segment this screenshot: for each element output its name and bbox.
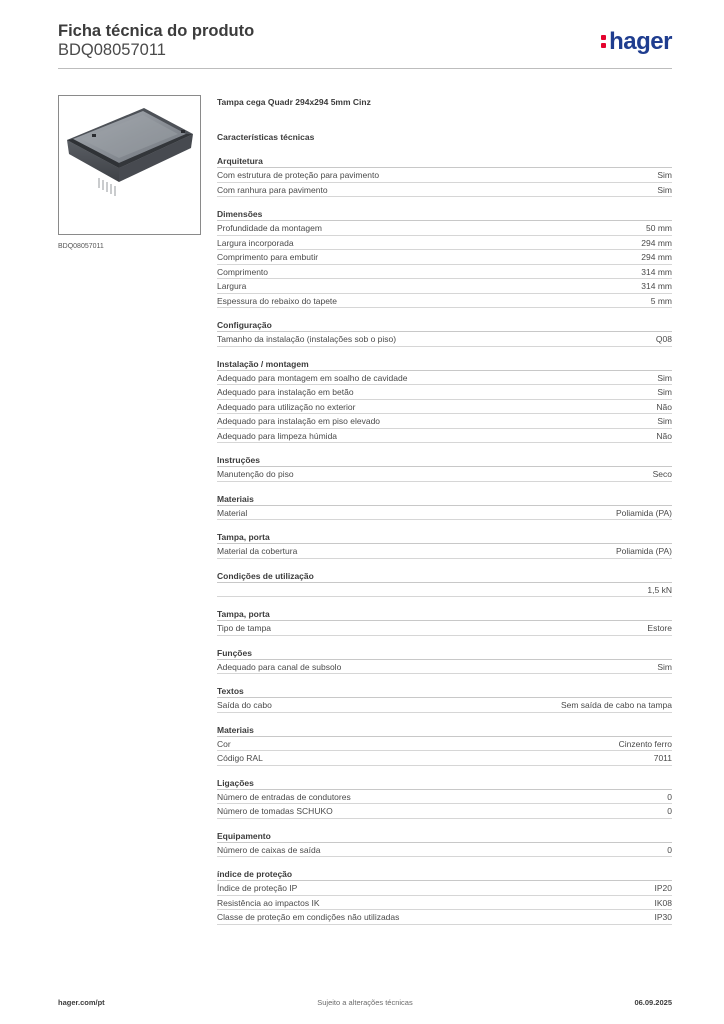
spec-label: Tipo de tampa bbox=[217, 623, 272, 633]
logo-text: hager bbox=[609, 28, 672, 55]
spec-section bbox=[217, 777, 672, 819]
spec-section bbox=[217, 724, 672, 766]
spec-row bbox=[217, 660, 672, 675]
document-title: Ficha técnica do produto bbox=[58, 22, 255, 40]
spec-row bbox=[217, 790, 672, 805]
spec-value: Sim bbox=[657, 416, 672, 426]
spec-row bbox=[217, 910, 672, 925]
section-title: índice de proteção bbox=[217, 868, 672, 881]
spec-value: 50 mm bbox=[646, 223, 672, 233]
spec-label: Número de entradas de condutores bbox=[217, 791, 351, 802]
spec-label: Número de tomadas SCHUKO bbox=[217, 806, 333, 816]
spec-label: Com estrutura de proteção para pavimento bbox=[217, 170, 380, 180]
spec-label: Largura bbox=[217, 281, 247, 291]
spec-value: Cinzento ferro bbox=[618, 738, 672, 749]
floor-box-cover-icon bbox=[59, 96, 200, 234]
spec-sections bbox=[217, 155, 672, 925]
spec-label: Resistência ao impactos IK bbox=[217, 897, 320, 908]
spec-value: Poliamida (PA) bbox=[615, 546, 672, 556]
spec-row bbox=[217, 881, 672, 896]
spec-value: Estore bbox=[647, 623, 672, 633]
spec-row bbox=[217, 221, 672, 236]
spec-label: Número de caixas de saída bbox=[217, 844, 321, 855]
spec-value: Q08 bbox=[655, 334, 672, 344]
spec-row bbox=[217, 400, 672, 415]
spec-value: 5 mm bbox=[650, 295, 672, 306]
spec-label: Classe de proteção em condições não utilizadas bbox=[217, 912, 400, 922]
spec-label: Adequado para instalação em betão bbox=[217, 387, 354, 397]
spec-value: Não bbox=[656, 430, 672, 441]
page-footer bbox=[58, 998, 672, 1010]
spec-section bbox=[217, 208, 672, 308]
spec-value: Sim bbox=[657, 170, 672, 180]
spec-row bbox=[217, 250, 672, 265]
hager-logo bbox=[601, 28, 672, 56]
spec-value: IP20 bbox=[654, 883, 672, 893]
spec-row bbox=[217, 843, 672, 858]
spec-label: Tamanho da instalação (instalações sob o piso) bbox=[217, 334, 397, 344]
spec-row bbox=[217, 804, 672, 819]
spec-section bbox=[217, 454, 672, 482]
spec-row bbox=[217, 751, 672, 766]
section-title: Configuração bbox=[217, 319, 672, 332]
spec-label: Índice de proteção IP bbox=[217, 883, 298, 893]
spec-row bbox=[217, 698, 672, 713]
page-header bbox=[58, 22, 672, 70]
spec-label: Profundidade da montagem bbox=[217, 223, 322, 233]
spec-label: Adequado para montagem em soalho de cavidade bbox=[217, 372, 408, 383]
spec-row bbox=[217, 371, 672, 386]
spec-row bbox=[217, 621, 672, 636]
spec-row bbox=[217, 414, 672, 429]
spec-label: Adequado para instalação em piso elevado bbox=[217, 416, 381, 426]
spec-section bbox=[217, 493, 672, 521]
spec-label: Material da cobertura bbox=[217, 546, 298, 556]
spec-value: Sim bbox=[657, 387, 672, 397]
spec-value: 7011 bbox=[653, 753, 672, 763]
spec-row bbox=[217, 385, 672, 400]
spec-label: Largura incorporada bbox=[217, 237, 294, 248]
section-title: Tampa, porta bbox=[217, 531, 672, 544]
section-title: Materiais bbox=[217, 724, 672, 737]
section-title: Instalação / montagem bbox=[217, 358, 672, 371]
spec-value: Sim bbox=[657, 372, 672, 383]
spec-value: 0 bbox=[667, 791, 672, 802]
spec-row bbox=[217, 544, 672, 559]
spec-section bbox=[217, 570, 672, 598]
logo-dots-icon bbox=[601, 30, 608, 50]
spec-label: Adequado para limpeza húmida bbox=[217, 430, 338, 441]
spec-label: Com ranhura para pavimento bbox=[217, 184, 328, 195]
spec-section bbox=[217, 155, 672, 197]
spec-value: 0 bbox=[667, 844, 672, 855]
section-title: Funções bbox=[217, 647, 672, 660]
spec-value: 1,5 kN bbox=[647, 584, 672, 595]
section-title: Equipamento bbox=[217, 830, 672, 843]
spec-label: Manutenção do piso bbox=[217, 469, 294, 479]
section-title: Instruções bbox=[217, 454, 672, 467]
spec-row bbox=[217, 168, 672, 183]
footer-date: 06.09.2025 bbox=[634, 998, 672, 1007]
spec-value: 0 bbox=[667, 806, 672, 816]
spec-value: Não bbox=[656, 401, 672, 412]
section-title: Materiais bbox=[217, 493, 672, 506]
section-title: Ligações bbox=[217, 777, 672, 790]
spec-section bbox=[217, 531, 672, 559]
spec-row bbox=[217, 279, 672, 294]
spec-value: 294 mm bbox=[641, 237, 672, 248]
spec-section bbox=[217, 358, 672, 444]
spec-row bbox=[217, 506, 672, 521]
spec-row bbox=[217, 265, 672, 280]
spec-row bbox=[217, 737, 672, 752]
spec-label: Código RAL bbox=[217, 753, 263, 763]
spec-row bbox=[217, 236, 672, 251]
spec-value: 314 mm bbox=[641, 281, 672, 291]
spec-value: IP30 bbox=[654, 912, 672, 922]
section-title: Condições de utilização bbox=[217, 570, 672, 583]
spec-label: Saída do cabo bbox=[217, 700, 272, 710]
footer-note: Sujeito a alterações técnicas bbox=[317, 998, 413, 1007]
spec-row bbox=[217, 294, 672, 309]
image-caption: BDQ08057011 bbox=[58, 243, 104, 250]
spec-label: Adequado para canal de subsolo bbox=[217, 661, 342, 672]
specs-heading: Características técnicas bbox=[217, 132, 315, 142]
product-name: Tampa cega Quadr 294x294 5mm Cinz bbox=[217, 97, 371, 107]
spec-row bbox=[217, 332, 672, 347]
spec-label: Espessura do rebaixo do tapete bbox=[217, 295, 338, 306]
spec-value: Poliamida (PA) bbox=[615, 507, 672, 518]
spec-label: Adequado para utilização no exterior bbox=[217, 401, 356, 412]
technical-specs bbox=[217, 96, 672, 925]
footer-website: hager.com/pt bbox=[58, 998, 105, 1007]
spec-value: Seco bbox=[652, 469, 672, 479]
spec-section bbox=[217, 319, 672, 347]
spec-value: 294 mm bbox=[641, 252, 672, 262]
spec-section bbox=[217, 647, 672, 675]
section-title: Tampa, porta bbox=[217, 608, 672, 621]
spec-value: Sim bbox=[657, 184, 672, 195]
spec-row bbox=[217, 183, 672, 198]
section-title: Textos bbox=[217, 685, 672, 698]
spec-value: Sem saída de cabo na tampa bbox=[560, 700, 672, 710]
spec-value: 314 mm bbox=[641, 266, 672, 277]
spec-value: IK08 bbox=[654, 897, 672, 908]
spec-section bbox=[217, 685, 672, 713]
section-title: Arquitetura bbox=[217, 155, 672, 168]
spec-row bbox=[217, 429, 672, 444]
spec-section bbox=[217, 868, 672, 925]
product-image bbox=[58, 95, 201, 235]
spec-section bbox=[217, 830, 672, 858]
section-title: Dimensões bbox=[217, 208, 672, 221]
spec-label: Cor bbox=[217, 738, 231, 749]
spec-label: Comprimento bbox=[217, 266, 269, 277]
spec-row bbox=[217, 467, 672, 482]
spec-section bbox=[217, 608, 672, 636]
header-divider bbox=[58, 68, 672, 69]
spec-label: Material bbox=[217, 507, 248, 518]
spec-value: Sim bbox=[657, 661, 672, 672]
spec-row bbox=[217, 583, 672, 598]
spec-row bbox=[217, 896, 672, 911]
product-code: BDQ08057011 bbox=[58, 41, 166, 59]
spec-label: Comprimento para embutir bbox=[217, 252, 319, 262]
